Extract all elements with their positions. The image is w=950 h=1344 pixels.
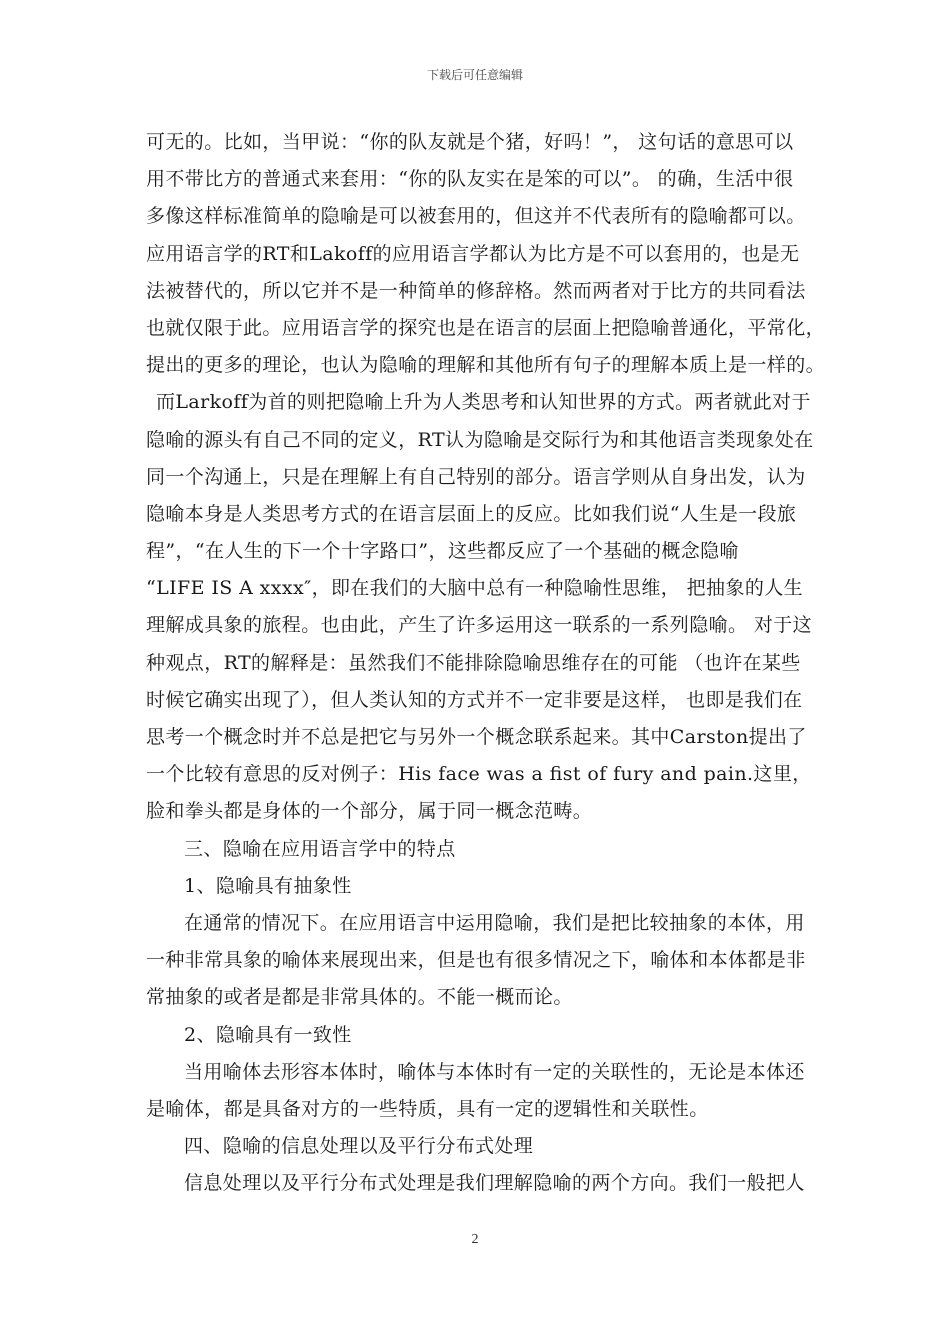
text-line: 同一个沟通上，只是在理解上有自己特别的部分。语言学则从自身出发，认为 <box>146 465 806 488</box>
text-line: 脸和拳头都是身体的一个部分，属于同一概念范畴。 <box>146 800 593 823</box>
text-line: 法被替代的，所以它并不是一种简单的修辞格。然而两者对于比方的共同看法 <box>146 279 806 302</box>
page-header: 下载后可任意编辑 <box>426 68 523 82</box>
text-line: “LIFE IS A xxxx″，即在我们的大脑中总有一种隐喻性思维， 把抽象的人生 <box>146 577 804 600</box>
section-heading: 三、隐喻在应用语言学中的特点 <box>184 837 456 860</box>
subsection-heading: 2、隐喻具有一致性 <box>184 1023 352 1046</box>
text-line: 可无的。比如，当甲说：“你的队友就是个猪，好吗！”， 这句话的意思可以 <box>146 131 794 153</box>
text-line: 一种非常具象的喻体来展现出来，但是也有很多情况之下，喻体和本体都是非 <box>146 949 806 972</box>
text-line: 常抽象的或者是都是非常具体的。不能一概而论。 <box>146 986 573 1009</box>
text-line: 时候它确实出现了），但人类认知的方式并不一定非要是这样， 也即是我们在 <box>146 688 803 711</box>
text-line: 在通常的情况下。在应用语言中运用隐喻，我们是把比较抽象的本体，用 <box>184 911 805 934</box>
text-line: 信息处理以及平行分布式处理是我们理解隐喻的两个方向。我们一般把人 <box>184 1172 805 1195</box>
text-line: 一个比较有意思的反对例子：His face was a ﬁst of fury and pain.这里， <box>146 763 812 786</box>
text-line: 程”，“在人生的下一个十字路口”，这些都反应了一个基础的概念隐喻 <box>146 540 739 563</box>
text-line: 而Larkoff为首的则把隐喻上升为人类思考和认知世界的方式。两者就此对于 <box>156 391 811 414</box>
text-line: 也就仅限于此。应用语言学的探究也是在语言的层面上把隐喻普通化，平常化， <box>146 316 826 339</box>
text-line: 是喻体，都是具备对方的一些特质，具有一定的逻辑性和关联性。 <box>146 1097 709 1120</box>
text-line: 思考一个概念时并不总是把它与另外一个概念联系起来。其中Carston提出了 <box>146 726 807 748</box>
subsection-heading: 1、隐喻具有抽象性 <box>184 874 352 897</box>
text-line: 种观点，RT的解释是：虽然我们不能排除隐喻思维存在的可能 （也许在某些 <box>146 651 801 674</box>
text-line: 隐喻本身是人类思考方式的在语言层面上的反应。比如我们说“人生是一段旅 <box>146 502 797 525</box>
text-line: 理解成具象的旅程。也由此，产生了许多运用这一联系的一系列隐喻。 对于这 <box>146 614 813 637</box>
text-line: 提出的更多的理论，也认为隐喻的理解和其他所有句子的理解本质上是一样的。 <box>146 354 826 377</box>
section-heading: 四、隐喻的信息处理以及平行分布式处理 <box>184 1135 534 1158</box>
text-line: 多像这样标准简单的隐喻是可以被套用的，但这并不代表所有的隐喻都可以。 <box>146 205 806 228</box>
text-line: 隐喻的源头有自己不同的定义，RT认为隐喻是交际行为和其他语言类现象处在 <box>146 428 814 451</box>
text-line: 当用喻体去形容本体时，喻体与本体时有一定的关联性的，无论是本体还 <box>184 1060 805 1083</box>
text-line: 用不带比方的普通式来套用：“你的队友实在是笨的可以”。 的确，生活中很 <box>146 168 794 191</box>
document-body <box>146 124 826 1202</box>
page-number: 2 <box>471 1232 479 1247</box>
text-line: 应用语言学的RT和Lakoff的应用语言学都认为比方是不可以套用的，也是无 <box>146 242 800 265</box>
